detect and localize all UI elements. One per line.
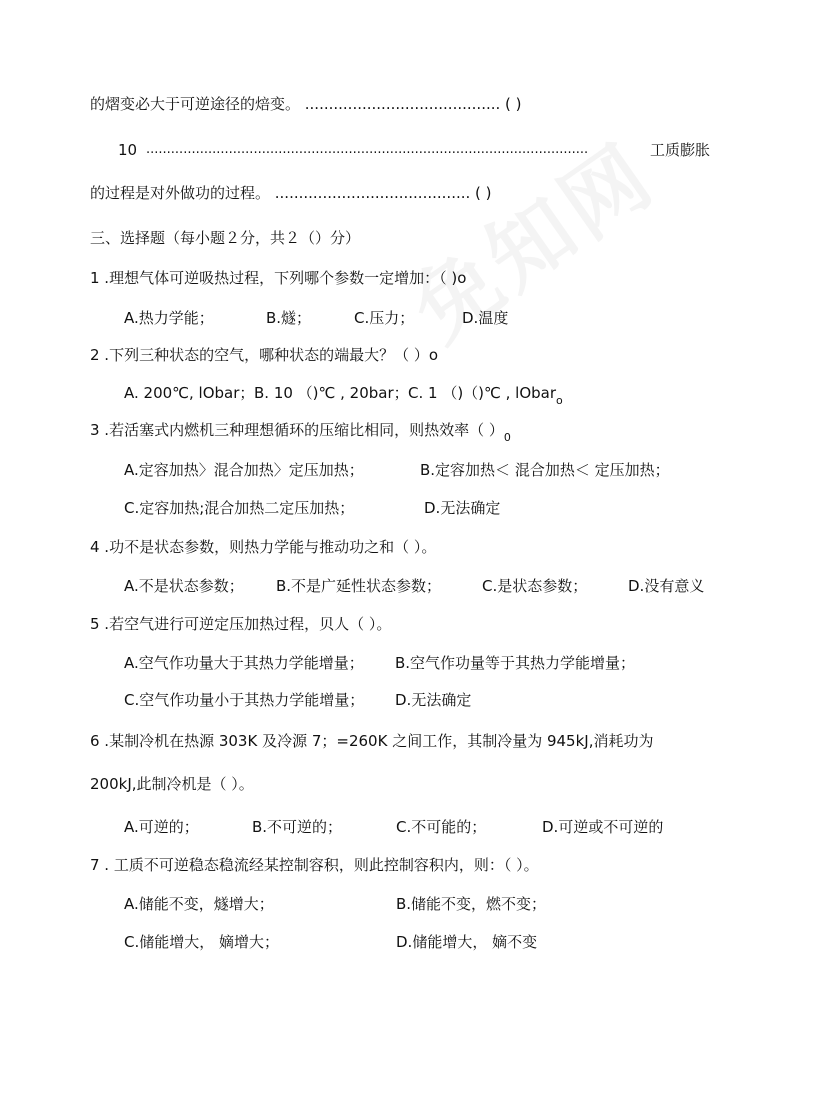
q7-option-c: C.储能增大， 嫡增大； — [124, 933, 280, 951]
q6-option-a: A.可逆的； — [124, 818, 199, 836]
q3-option-c: C.定容加热;混合加热二定压加热； — [124, 499, 355, 517]
prev-line-2-dots: ........................................................................................................... — [146, 142, 589, 157]
q4-option-c: C.是状态参数； — [482, 577, 588, 595]
prev-line-3: 的过程是对外做功的过程。 ......................................... ( ) — [90, 184, 492, 202]
q2-option-c-mark: o — [556, 394, 563, 407]
prev-line-2-number: 10 — [118, 141, 138, 159]
q6-stem-line-2: 200kJ,此制冷机是（ ）。 — [90, 775, 254, 793]
q6-option-d: D.可逆或不可逆的 — [542, 818, 664, 836]
q6-option-c: C.不可能的； — [396, 818, 487, 836]
q2-option-c-text: C. 1 （)（)℃ , lObar — [408, 384, 557, 402]
q5-option-a: A.空气作功量大于其热力学能增量； — [124, 654, 364, 672]
q7-option-d: D.储能增大， 嫡不变 — [396, 933, 538, 951]
q5-option-d: D.无法确定 — [395, 691, 472, 709]
q5-option-b: B.空气作功量等于其热力学能增量； — [395, 654, 636, 672]
q3-option-d: D.无法确定 — [424, 499, 501, 517]
q3-stem-mark: 0 — [503, 431, 511, 444]
prev-line-1: 的熠变必大于可逆途径的焙变。 ......................................... ( ) — [90, 95, 522, 113]
prev-line-2-tail: 工质膨胀 — [650, 141, 711, 159]
q1-option-a: A.热力学能； — [124, 309, 214, 327]
q2-stem: 2 .下列三种状态的空气，哪种状态的端最大？（ ）o — [90, 346, 439, 364]
q4-option-d: D.没有意义 — [628, 577, 705, 595]
q2-option-b: B. 10 （)℃ , 20bar； — [254, 384, 409, 402]
q2-option-c — [408, 383, 563, 411]
q4-option-a: A.不是状态参数； — [124, 577, 244, 595]
q3-option-b: B.定容加热＜ 混合加热＜ 定压加热； — [420, 461, 670, 479]
q3-stem — [90, 420, 511, 448]
q7-stem: 7 . 工质不可逆稳态稳流经某控制容积，则此控制容积内，则：（ ）。 — [90, 856, 539, 874]
section-title: 三、选择题（每小题２分，共２（）分） — [90, 229, 361, 247]
q7-option-a: A.储能不变，燧增大； — [124, 895, 274, 913]
q4-option-b: B.不是广延性状态参数； — [276, 577, 442, 595]
q6-option-b: B.不可逆的； — [252, 818, 343, 836]
q5-stem: 5 .若空气进行可逆定压加热过程，贝人（ ）。 — [90, 615, 392, 633]
q6-stem-line-1: 6 .某制冷机在热源 303K 及冷源 7；=260K 之间工作，其制冷量为 945kJ,消耗功为 — [90, 732, 654, 750]
q7-option-b: B.储能不变，燃不变； — [396, 895, 547, 913]
q2-option-a: A. 200℃, lObar； — [124, 384, 255, 402]
q5-option-c: C.空气作功量小于其热力学能增量； — [124, 691, 365, 709]
q4-stem: 4 .功不是状态参数，则热力学能与推动功之和（ ）。 — [90, 538, 437, 556]
q1-option-b: B.燧； — [266, 309, 312, 327]
q1-stem: 1 .理想气体可逆吸热过程，下列哪个参数一定增加：（ )o — [90, 269, 467, 287]
q1-option-c: C.压力； — [354, 309, 415, 327]
q1-option-d: D.温度 — [462, 309, 509, 327]
q3-stem-text: 3 .若活塞式内燃机三种理想循环的压缩比相同，则热效率（ ） — [90, 421, 504, 439]
q3-option-a: A.定容加热〉混合加热〉定压加热； — [124, 461, 364, 479]
